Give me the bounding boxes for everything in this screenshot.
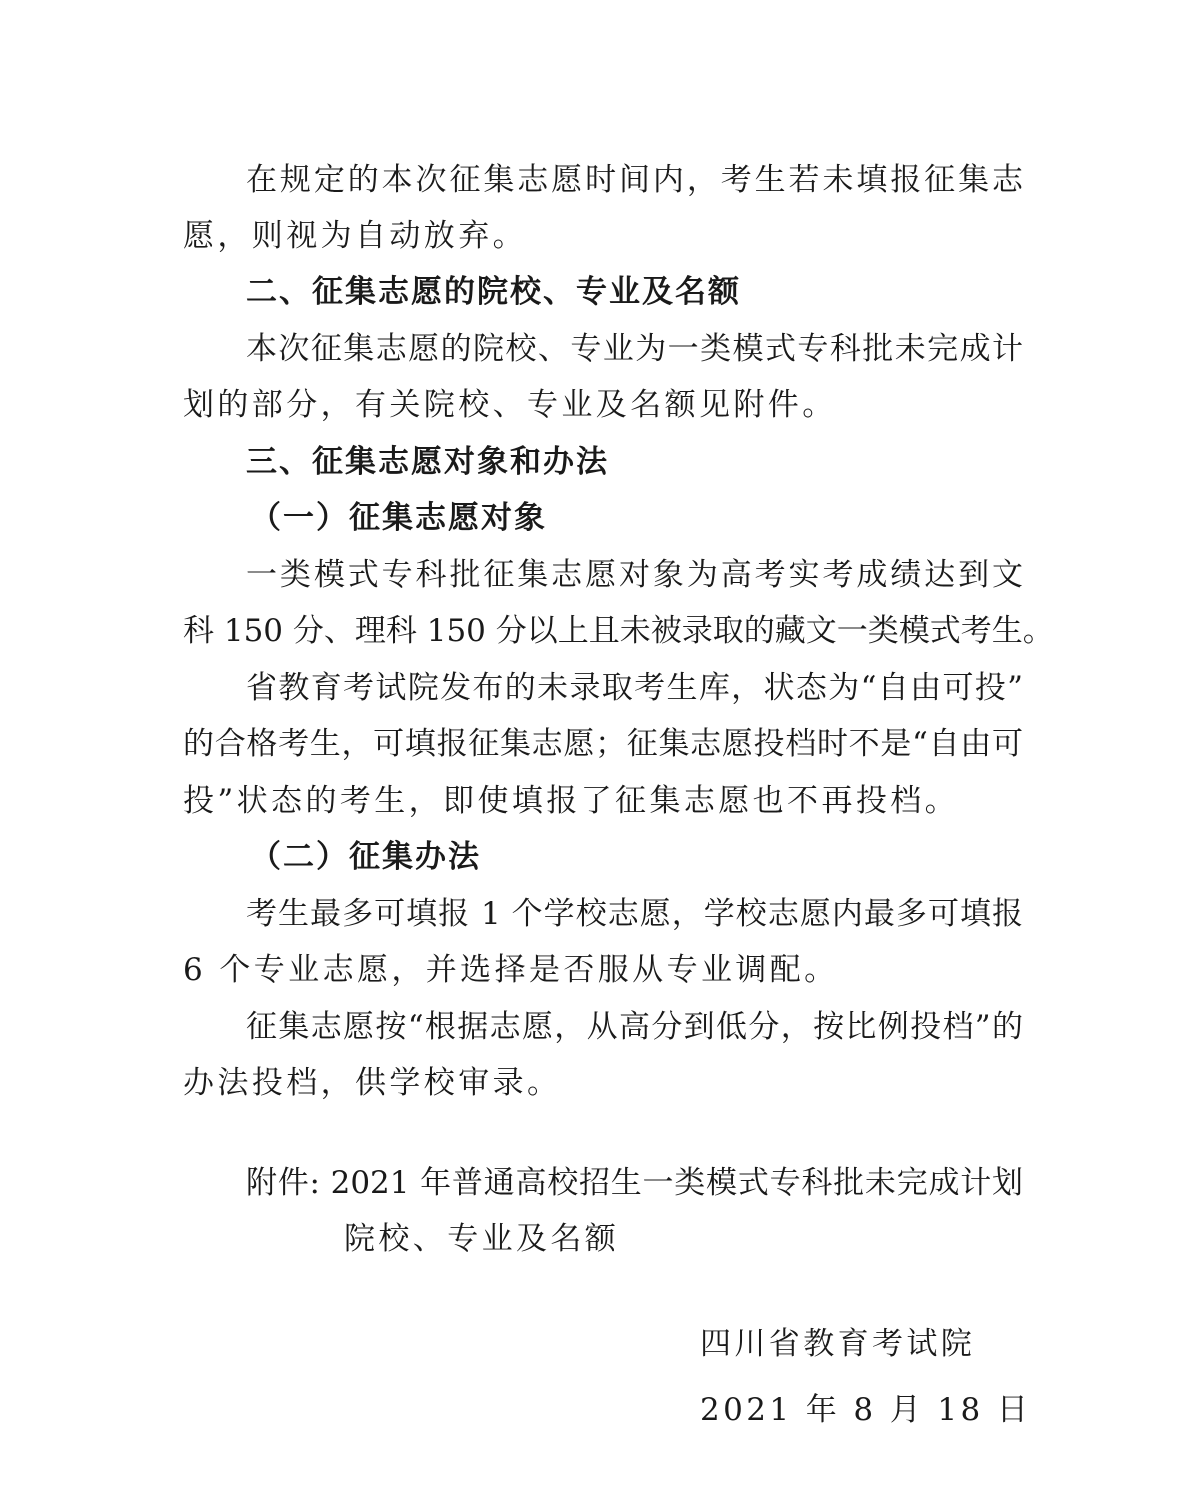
paragraph-line: 的合格考生，可填报征集志愿；征集志愿投档时不是“自由可 [183,726,1023,762]
subsection-heading: （一）征集志愿对象 [250,500,547,536]
signature-organization: 四川省教育考试院 [700,1326,976,1362]
paragraph-line: 科 150 分、理科 150 分以上且未被录取的藏文一类模式考生。 [183,613,1054,649]
paragraph-line: 愿，则视为自动放弃。 [183,218,527,254]
paragraph-line: 6 个专业志愿，并选择是否服从专业调配。 [183,952,839,988]
subsection-heading: （二）征集办法 [250,839,481,875]
section-heading: 二、征集志愿的院校、专业及名额 [246,274,741,310]
attachment-line: 院校、专业及名额 [344,1221,620,1257]
paragraph-line: 划的部分，有关院校、专业及名额见附件。 [183,387,837,423]
signature-date: 2021 年 8 月 18 日 [700,1392,1032,1428]
paragraph-line: 本次征集志愿的院校、专业为一类模式专科批未完成计 [246,331,1023,367]
paragraph-line: 考生最多可填报 1 个学校志愿，学校志愿内最多可填报 [246,896,1023,932]
paragraph-line: 办法投档，供学校审录。 [183,1065,562,1101]
paragraph-line: 省教育考试院发布的未录取考生库，状态为“自由可投” [246,670,1023,706]
paragraph-line: 一类模式专科批征集志愿对象为高考实考成绩达到文 [246,557,1023,593]
attachment-line: 附件: 2021 年普通高校招生一类模式专科批未完成计划 [246,1165,1023,1201]
paragraph-line: 投”状态的考生，即使填报了征集志愿也不再投档。 [183,783,960,819]
paragraph-line: 在规定的本次征集志愿时间内，考生若未填报征集志 [246,162,1023,198]
section-heading: 三、征集志愿对象和办法 [246,444,609,480]
paragraph-line: 征集志愿按“根据志愿，从高分到低分，按比例投档”的 [246,1009,1023,1045]
